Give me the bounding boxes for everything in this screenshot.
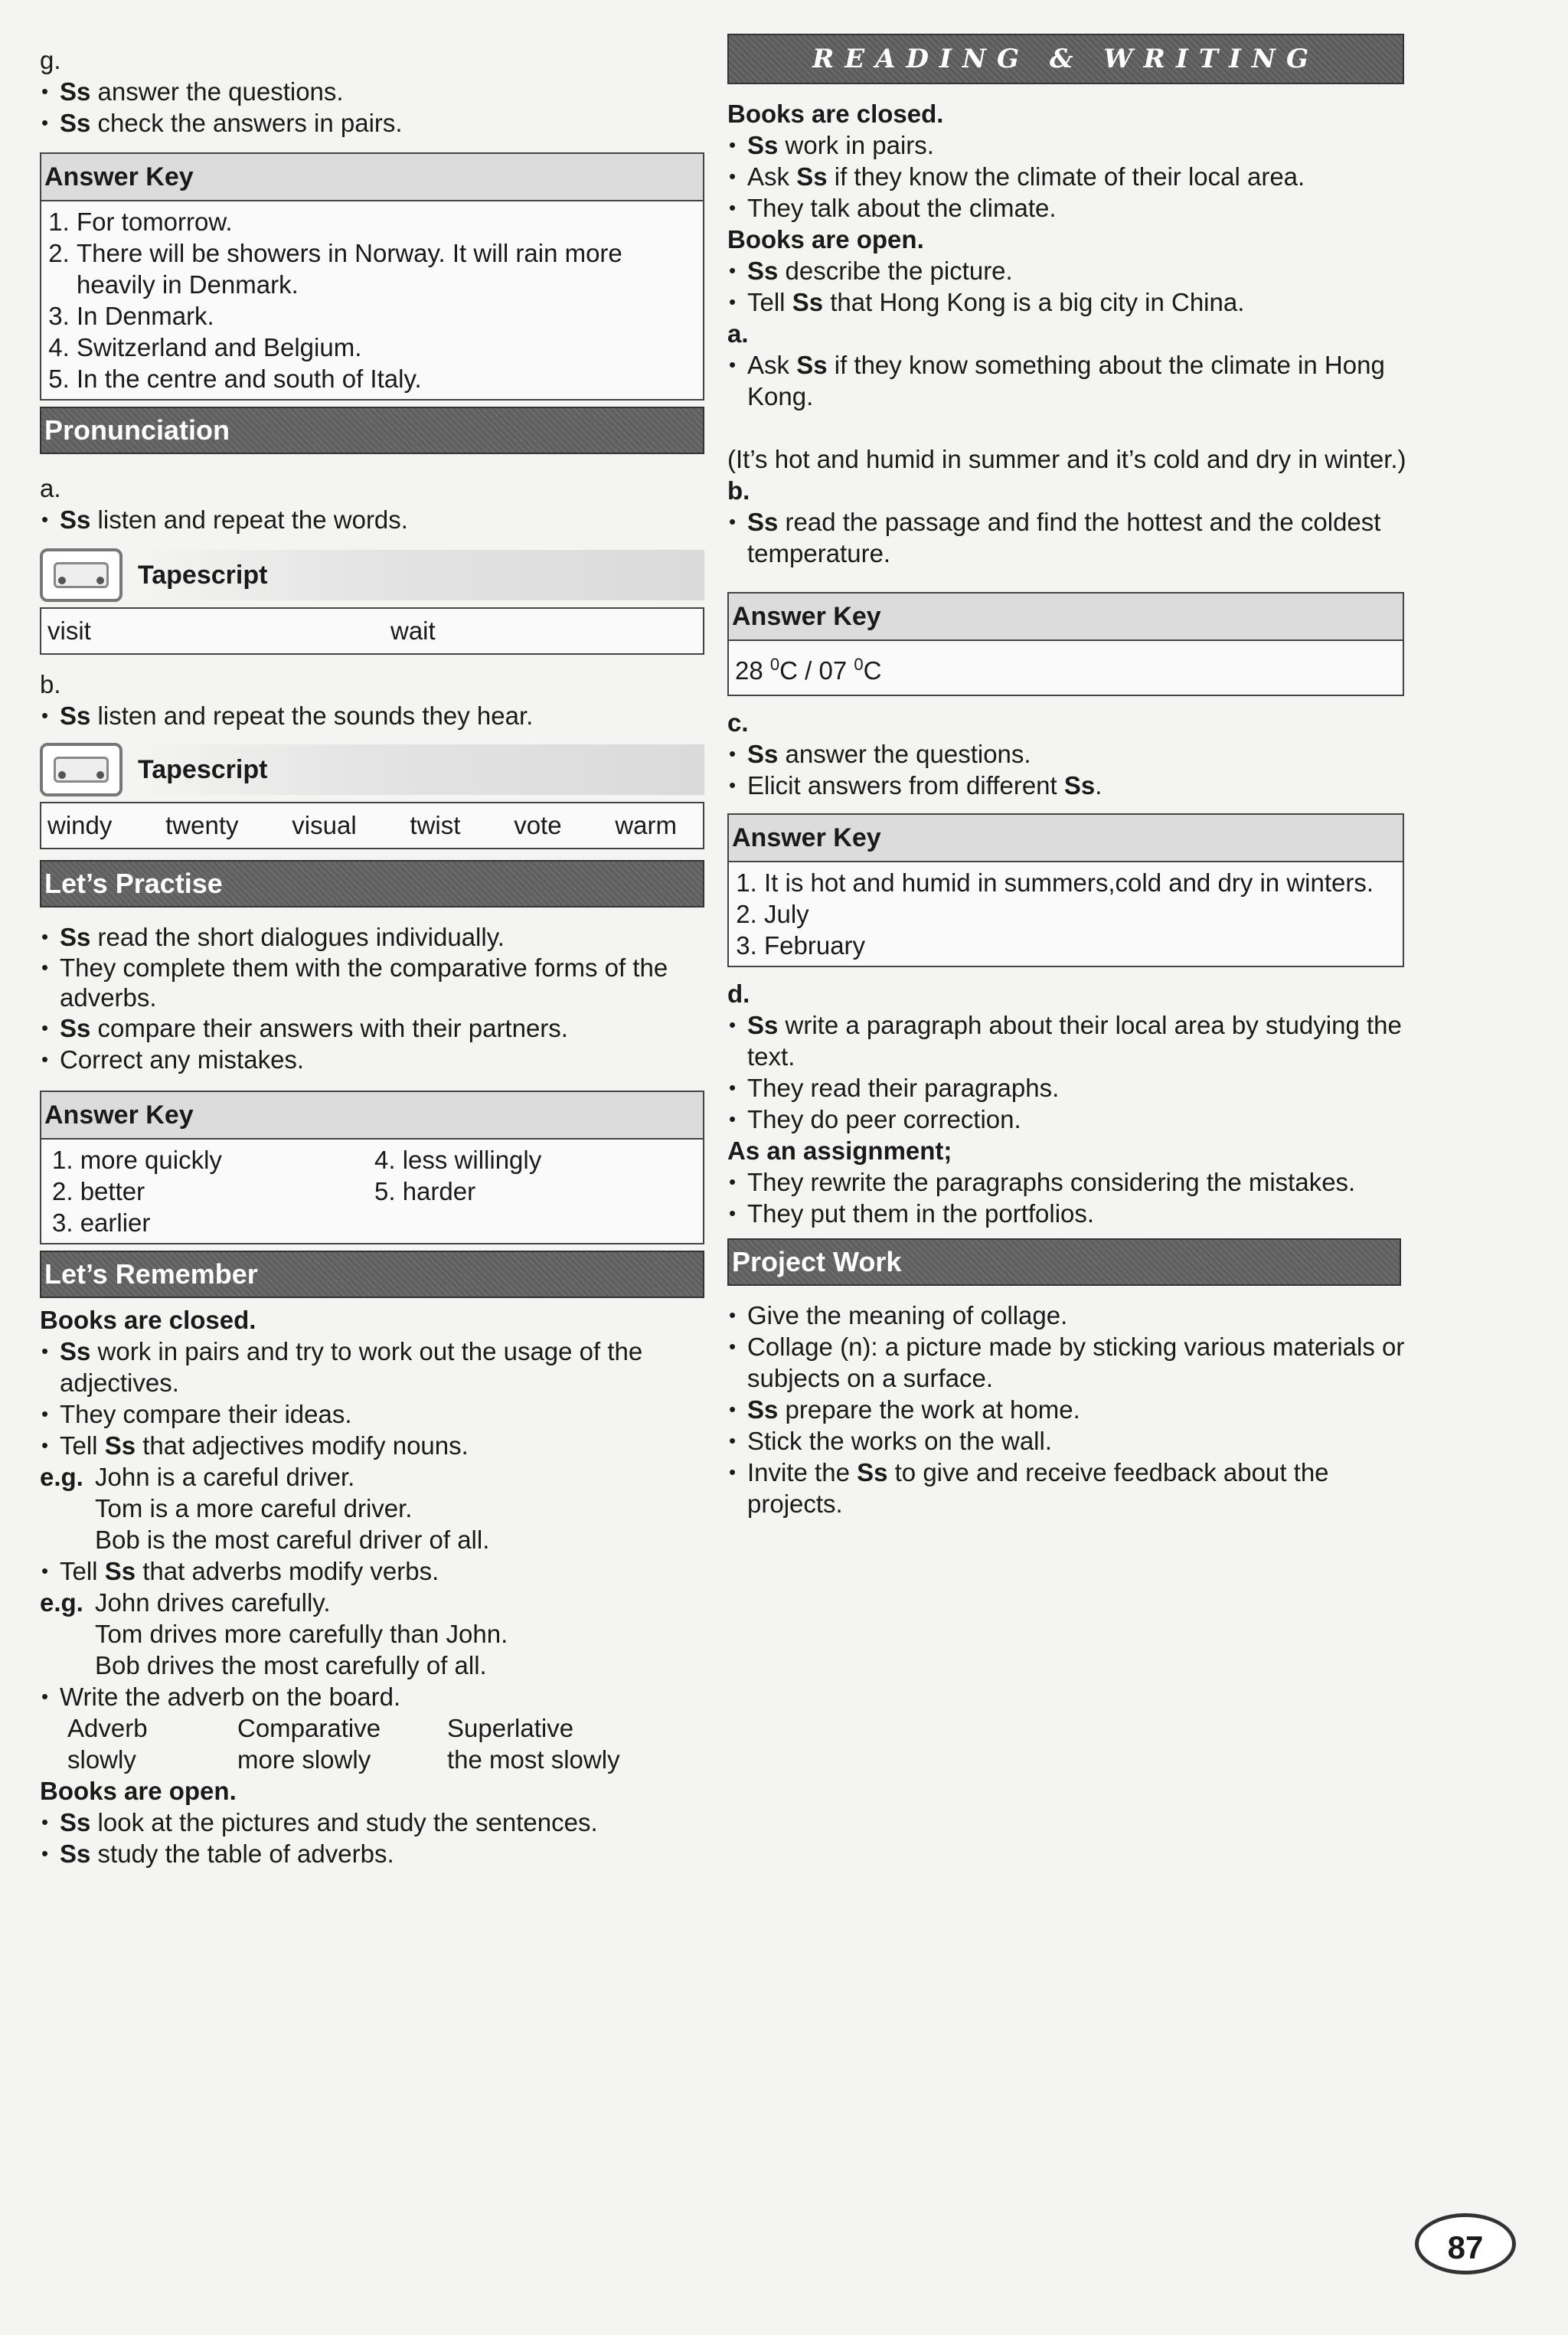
section-lets-practise: Let’s Practise	[40, 860, 704, 908]
project-bullet-4: • Stick the works on the wall.	[727, 1425, 1409, 1457]
pron-b-bullet: • Ss listen and repeat the sounds they hear.	[40, 700, 704, 731]
temperature-answer: 28 $^0$C / 07 $^0$C	[735, 655, 882, 685]
example-1-line-3: Bob is the most careful driver of all.	[95, 1526, 490, 1554]
tapescript-word: visual	[292, 811, 357, 839]
rw-d-bullet-3: • They do peer correction.	[727, 1104, 1409, 1135]
tapescript-word: vote	[514, 811, 562, 839]
cassette-icon	[40, 548, 122, 602]
remember-bullet-3: • Tell Ss that adjectives modify nouns.	[40, 1430, 704, 1461]
rw-b-label: b.	[727, 476, 750, 505]
remember-bullet-4: • Tell Ss that adverbs modify verbs.	[40, 1555, 704, 1587]
tapescript-word: twenty	[165, 811, 239, 839]
adverb-table	[40, 1712, 704, 1775]
books-open-heading: Books are open.	[727, 225, 924, 253]
project-bullet-3: • Ss prepare the work at home.	[727, 1394, 1409, 1425]
pron-a-bullet: • Ss listen and repeat the words.	[40, 504, 704, 535]
tapescript-words-2	[40, 802, 704, 849]
g-bullet-2: • Ss check the answers in pairs.	[40, 107, 704, 139]
list-item: 3. earlier	[52, 1208, 151, 1237]
answer-key-title: Answer Key	[729, 815, 1403, 862]
table-header: Comparative	[237, 1714, 381, 1742]
remember-bullet-5: • Write the adverb on the board.	[40, 1681, 704, 1712]
assignment-heading: As an assignment;	[727, 1136, 952, 1165]
practise-bullet-1: • Ss read the short dialogues individually.	[40, 921, 704, 953]
section-project-work: Project Work	[727, 1238, 1401, 1286]
answer-key-2-grid	[41, 1140, 703, 1243]
rw-bullet-5: • Tell Ss that Hong Kong is a big city in China.	[727, 286, 1409, 318]
tapescript-word: wait	[390, 616, 436, 645]
answer-key-4-list	[735, 867, 1396, 961]
table-cell: the most slowly	[447, 1745, 620, 1774]
section-reading-writing: READING & WRITING	[727, 34, 1404, 84]
tapescript-word: twist	[410, 811, 461, 839]
list-item: 1. For tomorrow.	[77, 206, 697, 237]
rw-d-bullet-2: • They read their paragraphs.	[727, 1072, 1409, 1104]
rw-a-bullet: • Ask Ss if they know something about the climate in Hong Kong.	[727, 349, 1409, 412]
exercise-g-label: g.	[40, 46, 61, 74]
books-closed-heading: Books are closed.	[727, 100, 944, 128]
tapescript-header-2	[40, 739, 704, 800]
rw-c-bullet-2: • Elicit answers from different Ss.	[727, 770, 1409, 801]
top-spacer	[40, 0, 704, 44]
project-bullet-5: • Invite the Ss to give and receive feedback about the projects.	[727, 1457, 1409, 1519]
answer-key-3	[727, 592, 1404, 696]
list-item: 2. There will be showers in Norway. It will rain more heavily in Denmark.	[77, 237, 697, 300]
answer-key-title: Answer Key	[41, 1092, 703, 1140]
assignment-bullet-2: • They put them in the portfolios.	[727, 1198, 1409, 1229]
page-number: 87	[1415, 2213, 1516, 2274]
rw-c-label: c.	[727, 708, 749, 737]
answer-key-2	[40, 1091, 704, 1244]
tapescript-words-1	[40, 607, 704, 655]
rw-bullet-2: • Ask Ss if they know the climate of their local area.	[727, 161, 1409, 192]
tapescript-word: warm	[615, 811, 677, 839]
remember-bullet-7: • Ss study the table of adverbs.	[40, 1838, 704, 1869]
answer-key-4	[727, 813, 1404, 967]
table-cell: more slowly	[237, 1745, 371, 1774]
list-item: 3. February	[764, 930, 1396, 961]
project-bullet-2: • Collage (n): a picture made by sticking various materials or subjects on a surface.	[727, 1331, 1409, 1394]
books-closed-heading: Books are closed.	[40, 1306, 256, 1334]
list-item: 1. more quickly	[52, 1146, 222, 1174]
list-item: 2. July	[764, 898, 1396, 930]
tapescript-label: Tapescript	[135, 550, 704, 600]
tapescript-word: windy	[47, 811, 113, 839]
rw-a-label: a.	[727, 319, 749, 348]
left-column	[40, 0, 704, 1869]
practise-bullet-3: • Ss compare their answers with their partners.	[40, 1012, 704, 1044]
section-lets-remember: Let’s Remember	[40, 1251, 704, 1298]
remember-bullet-2: • They compare their ideas.	[40, 1398, 704, 1430]
rw-b-bullet: • Ss read the passage and find the hottest and the coldest temperature.	[727, 506, 1409, 569]
answer-key-title: Answer Key	[729, 594, 1403, 641]
rw-d-bullet-1: • Ss write a paragraph about their local area by studying the text.	[727, 1009, 1409, 1072]
pron-b-label: b.	[40, 670, 61, 698]
table-header: Superlative	[447, 1714, 574, 1742]
rw-bullet-3: • They talk about the climate.	[727, 192, 1409, 224]
table-cell: slowly	[67, 1745, 136, 1774]
table-header: Adverb	[67, 1714, 148, 1742]
pron-a-label: a.	[40, 474, 61, 502]
example-2-line-2: Tom drives more carefully than John.	[95, 1620, 508, 1648]
remember-bullet-6: • Ss look at the pictures and study the sentences.	[40, 1807, 704, 1838]
list-item: 5. In the centre and south of Italy.	[77, 363, 697, 394]
example-2-line-3: Bob drives the most carefully of all.	[95, 1651, 487, 1679]
section-pronunciation: Pronunciation	[40, 407, 704, 454]
assignment-bullet-1: • They rewrite the paragraphs considering the mistakes.	[727, 1166, 1409, 1198]
tapescript-label: Tapescript	[135, 744, 704, 795]
rw-a-note: (It’s hot and humid in summer and it’s cold and dry in winter.)	[727, 445, 1406, 473]
practise-bullet-2: • They complete them with the comparative forms of the adverbs.	[40, 953, 704, 1012]
list-item: 2. better	[52, 1177, 145, 1205]
list-item: 1. It is hot and humid in summers,cold and dry in winters.	[764, 867, 1396, 898]
right-column	[727, 0, 1409, 1519]
rw-bullet-4: • Ss describe the picture.	[727, 255, 1409, 286]
list-item: 3. In Denmark.	[77, 300, 697, 332]
answer-key-1-list	[47, 206, 697, 394]
practise-bullet-4: • Correct any mistakes.	[40, 1044, 704, 1075]
list-item: 5. harder	[374, 1177, 476, 1205]
answer-key-1	[40, 152, 704, 401]
project-bullet-1: • Give the meaning of collage.	[727, 1300, 1409, 1331]
tapescript-word: visit	[47, 616, 91, 645]
answer-key-title: Answer Key	[41, 154, 703, 201]
books-open-heading: Books are open.	[40, 1777, 237, 1805]
cassette-icon	[40, 743, 122, 796]
tapescript-header-1	[40, 545, 704, 606]
remember-bullet-1: • Ss work in pairs and try to work out the usage of the adjectives.	[40, 1336, 704, 1398]
rw-c-bullet-1: • Ss answer the questions.	[727, 738, 1409, 770]
list-item: 4. less willingly	[374, 1146, 542, 1174]
example-2: e.g. John drives carefully.	[40, 1588, 331, 1617]
example-1-line-2: Tom is a more careful driver.	[95, 1494, 413, 1522]
g-bullet-1: • Ss answer the questions.	[40, 76, 704, 107]
list-item: 4. Switzerland and Belgium.	[77, 332, 697, 363]
example-1: e.g. John is a careful driver.	[40, 1463, 355, 1491]
rw-bullet-1: • Ss work in pairs.	[727, 129, 1409, 161]
rw-d-label: d.	[727, 979, 750, 1008]
